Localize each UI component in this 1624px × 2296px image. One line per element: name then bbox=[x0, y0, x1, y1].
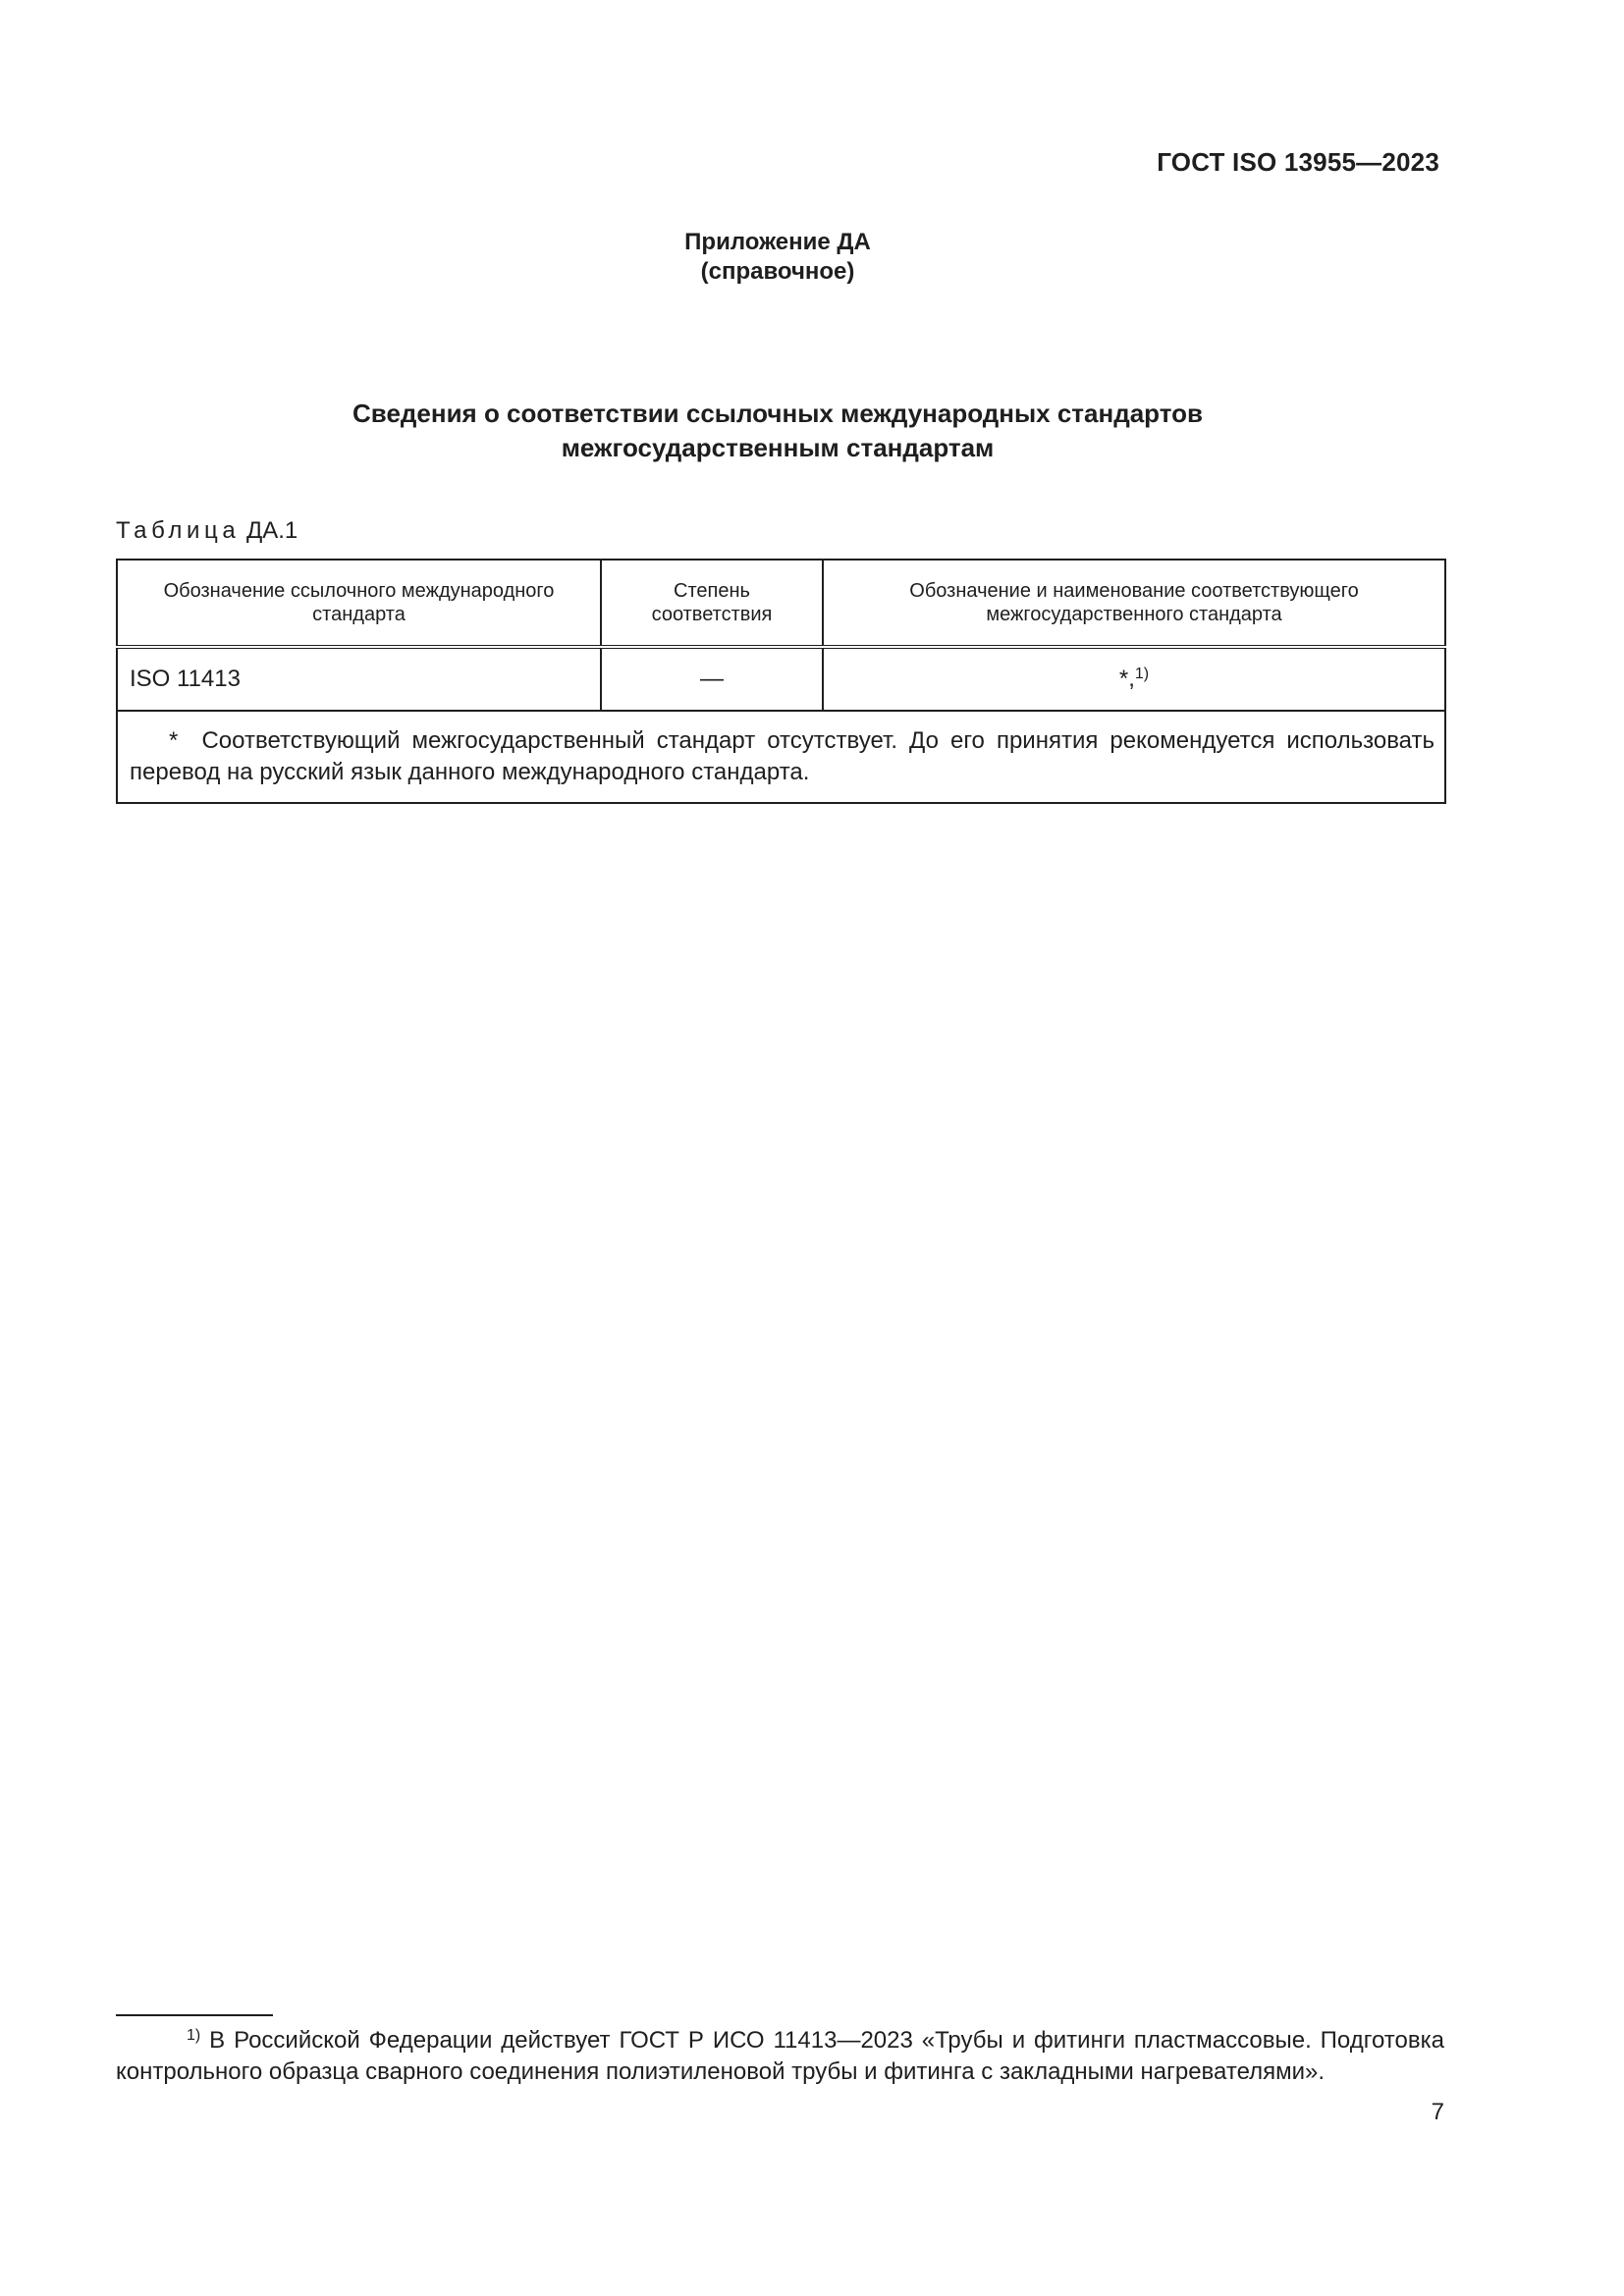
table-row bbox=[117, 647, 1445, 711]
header-degree: Степень соответствия bbox=[601, 560, 823, 647]
table-note-text: Соответствующий межгосударственный стандарт отсутствует. До его принятия рекомендуется использовать перевод на русский язык данного международного стандарта. bbox=[130, 727, 1435, 785]
appendix-title: Приложение ДА bbox=[684, 229, 871, 255]
table-note bbox=[117, 711, 1445, 803]
header-ref-standard: Обозначение ссылочного международного стандарта bbox=[117, 560, 601, 647]
section-title-line-1: Сведения о соответствии ссылочных международных стандартов bbox=[352, 399, 1203, 428]
footnote-text: В Российской Федерации действует ГОСТ Р ИСО 11413—2023 «Трубы и фитинги пластмассовые. Подготовка контрольного образца сварного соединения полиэтиленовой трубы и фитинга с закладными нагревателями». bbox=[116, 2027, 1444, 2085]
footnote-marker: 1) bbox=[187, 2027, 201, 2044]
correspondence-table bbox=[116, 559, 1446, 804]
document-standard-id: ГОСТ ISO 13955—2023 bbox=[1157, 147, 1439, 177]
page-number: 7 bbox=[1431, 2099, 1444, 2125]
national-standard-mark: *, bbox=[1118, 666, 1135, 692]
appendix-subtitle: (справочное) bbox=[700, 258, 855, 285]
footnote bbox=[116, 2020, 1444, 2088]
cell-degree: — bbox=[601, 647, 823, 711]
table-note-mark: * bbox=[169, 727, 179, 754]
table-header-row bbox=[117, 560, 1445, 647]
section-title-line-2: межгосударственным стандартам bbox=[561, 433, 995, 462]
footnote-reference: 1) bbox=[1134, 666, 1150, 682]
footnote-separator bbox=[116, 2014, 273, 2016]
table-caption-word: Таблица bbox=[116, 517, 241, 544]
table-caption-number: ДА.1 bbox=[245, 517, 298, 544]
cell-national-standard bbox=[823, 647, 1445, 711]
table-note-row bbox=[117, 711, 1445, 803]
correspondence-table-wrapper bbox=[116, 559, 1444, 804]
cell-ref-standard: ISO 11413 bbox=[117, 647, 601, 711]
header-national-standard: Обозначение и наименование соответствующего межгосударственного стандарта bbox=[823, 560, 1445, 647]
table-caption bbox=[116, 517, 298, 545]
section-title bbox=[0, 397, 1555, 465]
